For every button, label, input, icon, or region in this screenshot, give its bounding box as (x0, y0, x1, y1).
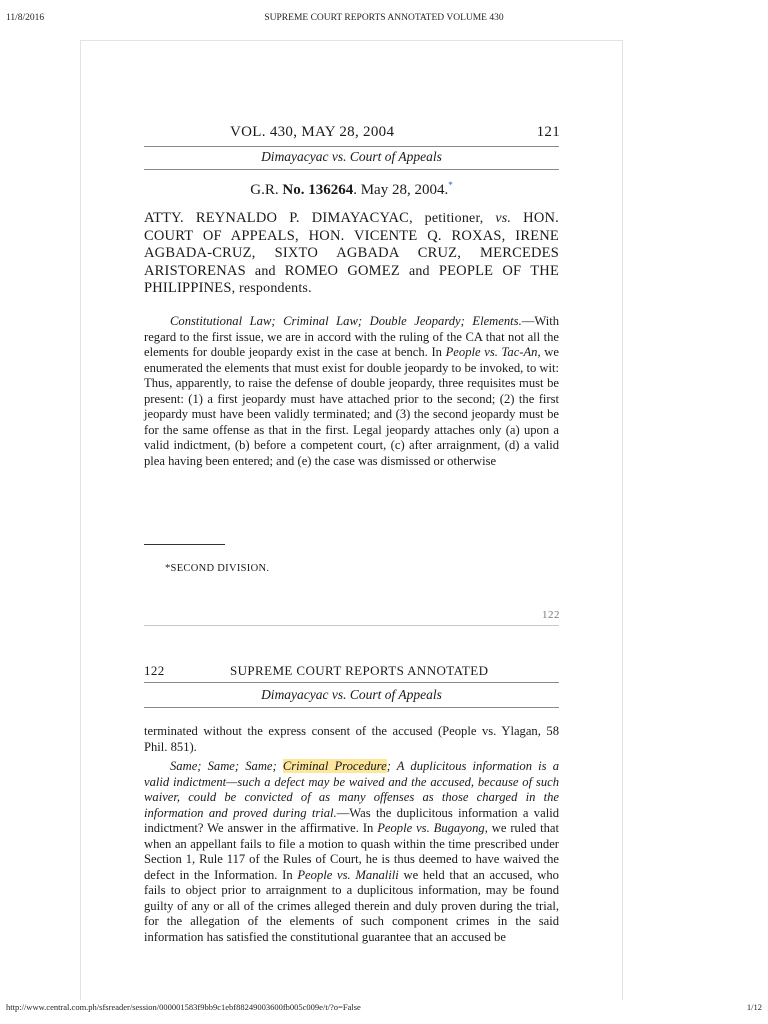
page-break-rule (144, 625, 559, 626)
print-footer (0, 996, 768, 1016)
versus: vs. (495, 211, 512, 226)
print-header (0, 8, 768, 24)
petitioner-name: ATTY. REYNALDO P. DIMAYACYAC (144, 210, 410, 226)
header-rule-2-lower (144, 707, 559, 708)
highlighted-term[interactable]: Criminal Procedure (282, 759, 387, 773)
respondents-names: HON. COURT OF APPEALS, HON. VICENTE Q. ROXAS, IRENE AGBADA-CRUZ, SIXTO AGBADA CRUZ, MERCEDES ARISTORENAS (144, 210, 559, 279)
volume-date: VOL. 430, MAY 28, 2004 (230, 124, 395, 140)
header-rule-2 (144, 682, 559, 683)
conjunction-2: and (399, 263, 439, 279)
respondent-gomez: ROMEO GOMEZ (284, 262, 400, 279)
header-rule-lower (144, 169, 559, 170)
petitioner-role: , petitioner, (409, 211, 496, 226)
case-short-title: Dimayacyac vs. Court of Appeals (261, 149, 442, 164)
case-citation: People vs. Tac-An, (445, 345, 541, 359)
footnote-rule (144, 544, 225, 545)
gr-date: . May 28, 2004. (353, 182, 449, 198)
print-url: http://www.central.com.ph/sfsreader/session/000001583f9bb9c1ebf88249003600fb005c009e/t/?o=False (6, 1002, 361, 1012)
syllabus-paragraph (144, 314, 559, 469)
footnote-link[interactable]: * (448, 180, 453, 190)
parties-block (144, 210, 559, 298)
gr-prefix: G.R. (250, 182, 283, 198)
print-date: 11/8/2016 (6, 13, 45, 23)
respondents-role: , respondents. (231, 281, 312, 296)
gr-number-line (144, 180, 559, 199)
syllabus-text-2c: we held that an accused, who fails to object prior to arraignment to a duplicitous information, may be found guilty of any or all of the crimes alleged therein and duly proven during the trial, for the allegation of the elements of such component crimes in the said information has satisfied the constitutional guarantee that an accused be (144, 867, 559, 944)
continuation-paragraph: terminated without the express consent of the accused (People vs. Ylagan, 58 Phil. 851). (144, 724, 559, 754)
syllabus-text-b: we enumerated the elements that must exist for double jeopardy to be invoked, to wit: Thus, apparently, to raise the defense of double jeopardy, three requisites must be present: (1) a first jeopardy must have attached prior to the second; (2) the first jeopardy must have been validly terminated; and (3) the second jeopardy must be for the same offense as that in the first. Legal jeopardy attaches only (a) upon a valid indictment, (b) before a competent court, (c) after arraignment, (d) a valid plea having been entered; and (e) the case was dismissed or otherwise (144, 345, 559, 468)
case-short-title-2: Dimayacyac vs. Court of Appeals (261, 687, 442, 702)
footnote: *SECOND DIVISION. (165, 563, 270, 574)
header-rule (144, 146, 559, 147)
syllabus-topic: Constitutional Law; Criminal Law; Double Jeopardy; Elements. (170, 314, 522, 328)
syllabus-text-2a: —Was the duplicitous information a valid indictment? We answer in the affirmative. In (144, 805, 559, 835)
syllabus-topic-2a: Same; Same; Same; (170, 759, 283, 773)
conjunction: and (245, 263, 285, 279)
next-page-number: 122 (542, 609, 560, 621)
case-citation-manalili: People vs. Manalili (297, 867, 399, 882)
reporter-title: SUPREME COURT REPORTS ANNOTATED (230, 663, 489, 678)
syllabus-paragraph-2 (144, 759, 559, 945)
print-page-count: 1/12 (746, 1002, 762, 1012)
print-title: SUPREME COURT REPORTS ANNOTATED VOLUME 430 (264, 13, 504, 23)
page-number: 121 (536, 124, 560, 140)
syllabus-text-2b: , we ruled that when an appellant fails to file a motion to quash within the time prescribed under Section 1, Rule 117 of the Rules of Court, he is thus deemed to have waived the defect in the Information. In (144, 821, 560, 882)
case-citation-bugayong: People vs. Bugayong (377, 821, 485, 835)
gr-number: No. 136264 (282, 182, 354, 198)
syllabus-topic-2b: ; A duplicitous information is a valid indictment—such a defect may be waived and the accused, because of such waiver, could be convicted of as many offenses as those charged in the information and proved during trial. (144, 759, 559, 820)
syllabus-text-a: —With regard to the first issue, we are in accord with the ruling of the CA that not all the elements for double jeopardy exist in the case at bench. In (144, 314, 559, 359)
respondent-people: PEOPLE OF THE PHILIPPINES (144, 262, 560, 296)
page-number-2: 122 (144, 663, 165, 678)
